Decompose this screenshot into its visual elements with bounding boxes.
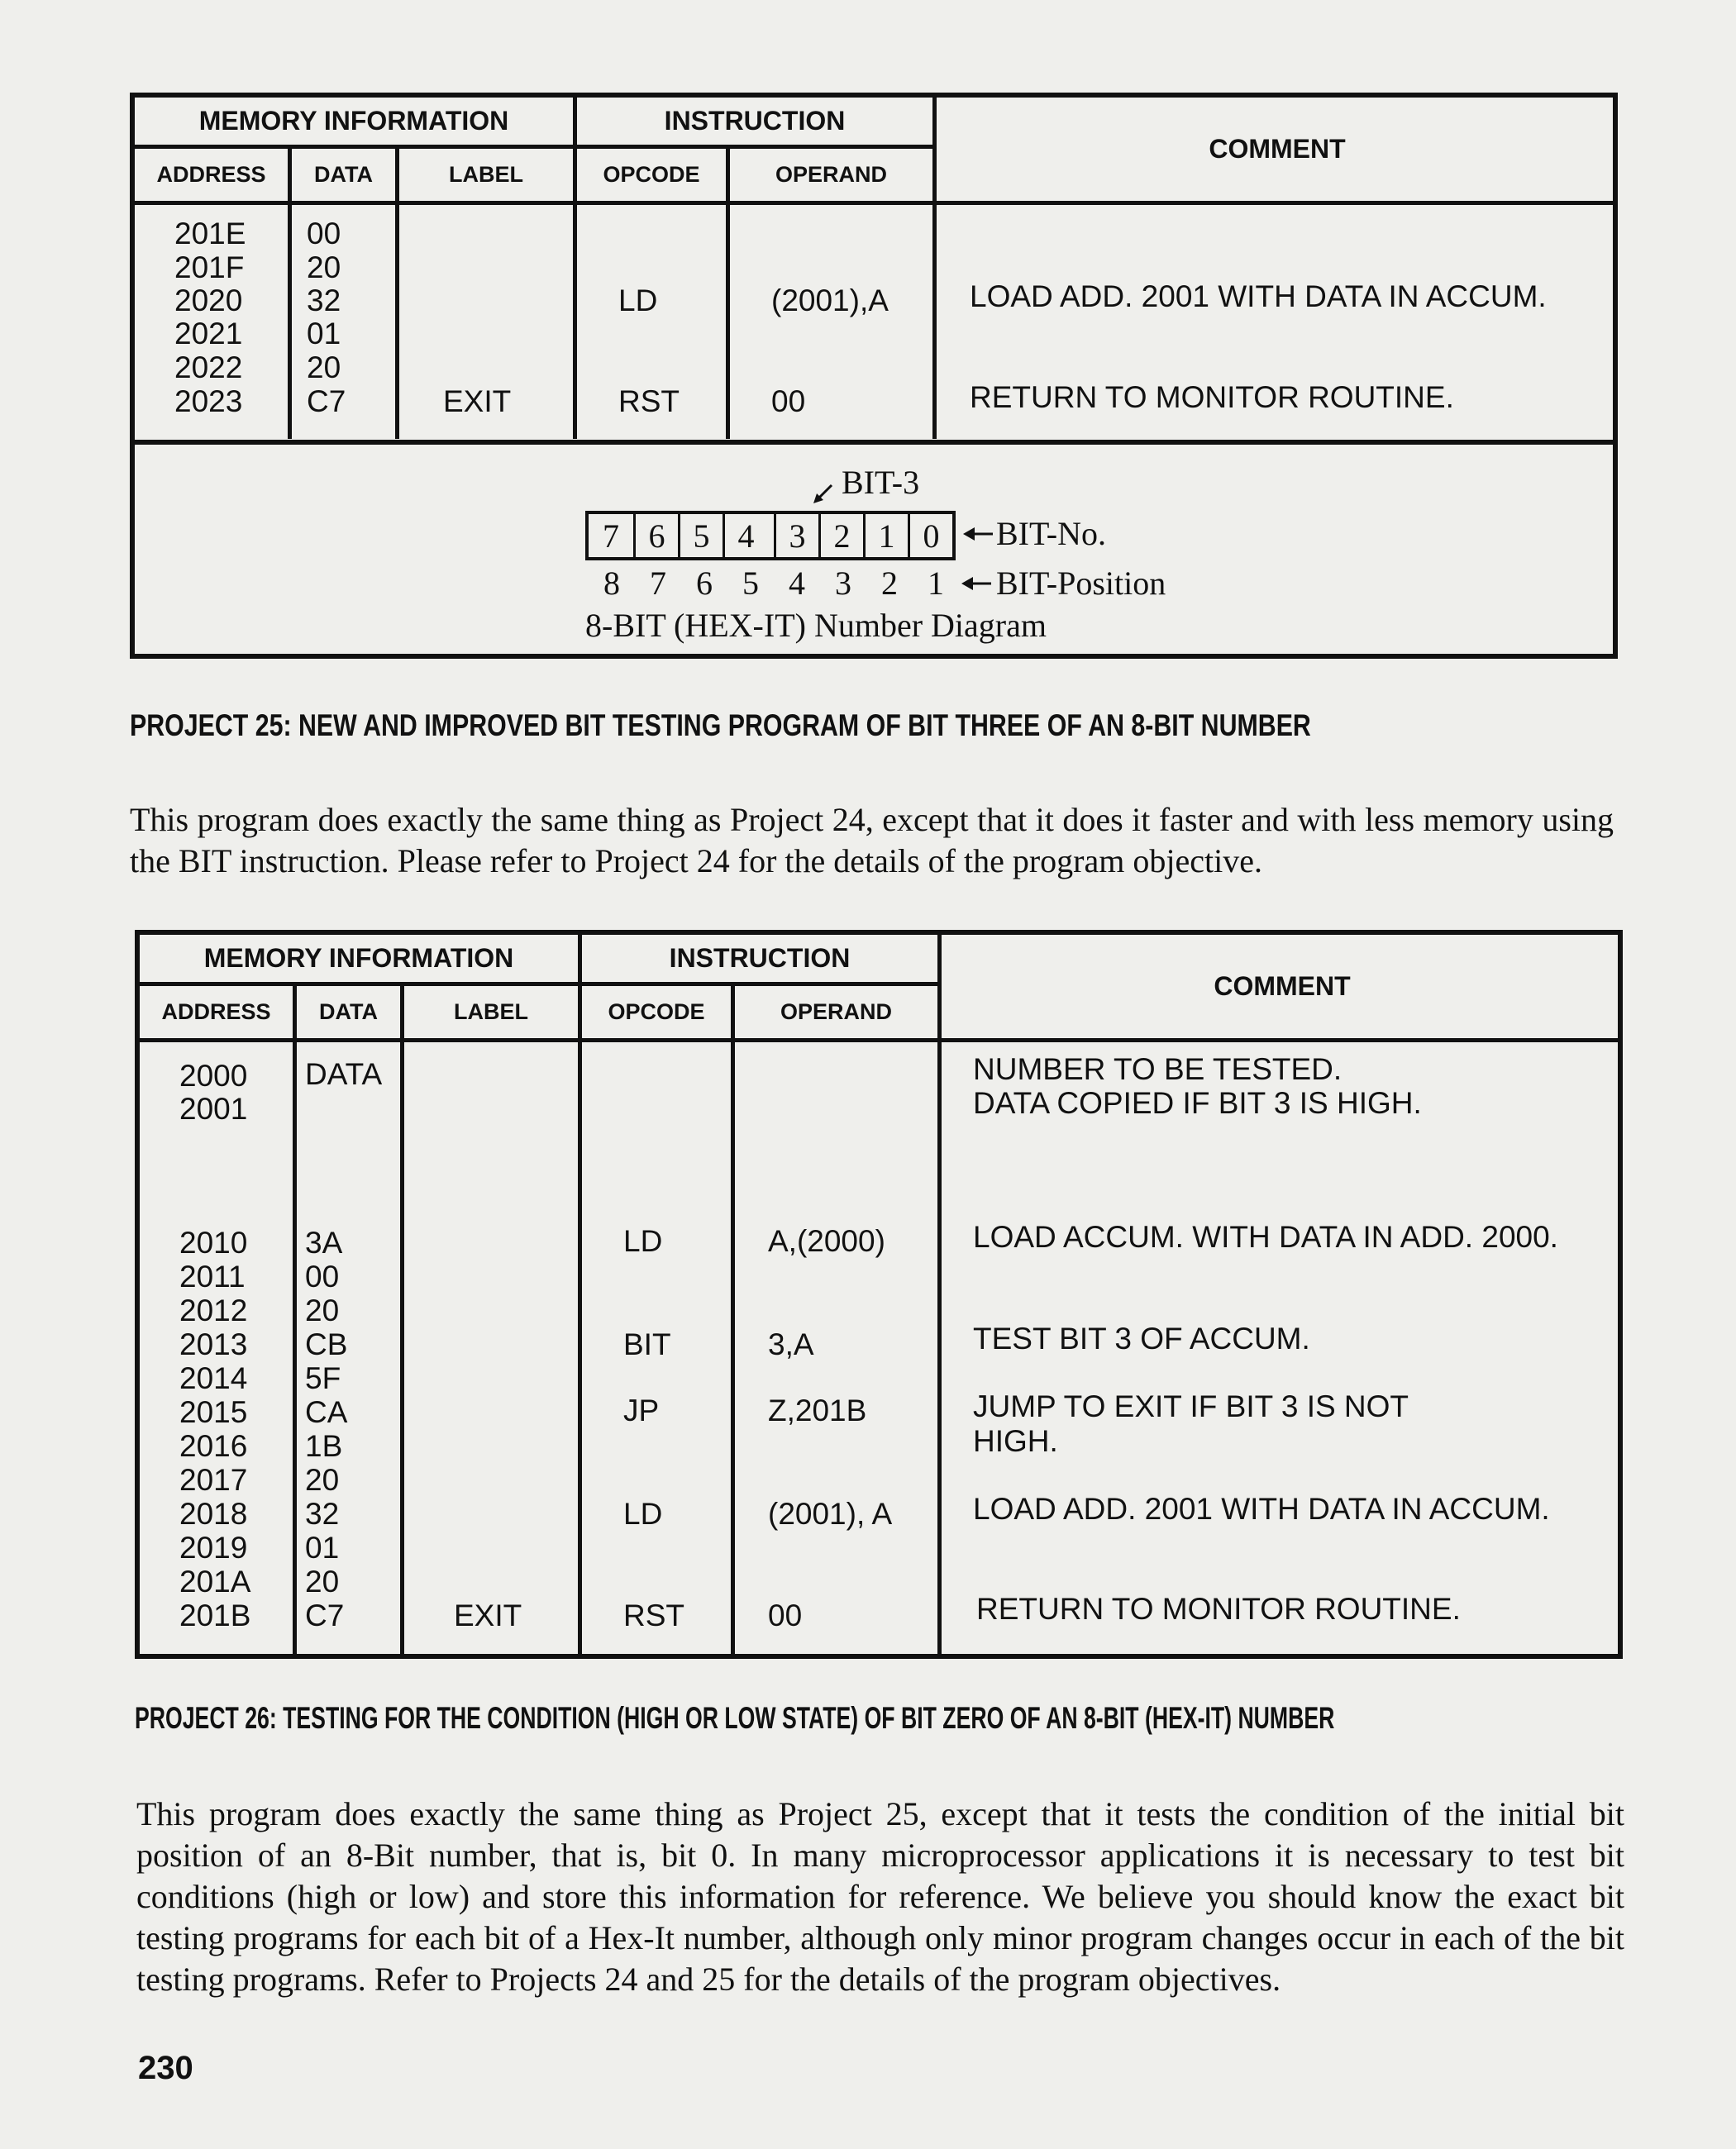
bit-position: 1 <box>928 565 944 602</box>
header-operand: OPERAND <box>780 999 892 1024</box>
comment-cell: LOAD ACCUM. WITH DATA IN ADD. 2000. <box>973 1220 1558 1254</box>
data-cell: 01 <box>305 1531 340 1565</box>
bit-box: 0 <box>908 514 952 557</box>
divider <box>932 98 937 201</box>
address-cell: 2020 <box>174 284 243 317</box>
header-comment: COMMENT <box>1209 134 1346 164</box>
divider <box>395 205 399 439</box>
opcode-cell: LD <box>623 1497 663 1531</box>
divider <box>288 149 292 201</box>
project-26-heading <box>135 1701 1736 1737</box>
comment-cell: LOAD ADD. 2001 WITH DATA IN ACCUM. <box>973 1492 1550 1526</box>
address-cell: 2016 <box>179 1429 248 1463</box>
bit-box: 7 <box>603 517 619 555</box>
bit-positions <box>603 564 974 603</box>
data-cell: 20 <box>305 1463 340 1497</box>
divider <box>400 986 404 1038</box>
address-cell: 2014 <box>179 1361 248 1395</box>
page-number: 230 <box>138 2050 193 2086</box>
bit-position: 7 <box>650 565 666 602</box>
divider <box>937 1042 942 1654</box>
address-cell: 2015 <box>179 1395 248 1429</box>
comment-cell: HIGH. <box>973 1424 1058 1458</box>
divider <box>932 205 937 439</box>
bit-position-label: BIT-Position <box>996 565 1166 602</box>
header-address: ADDRESS <box>161 999 271 1024</box>
left-arrow-icon <box>963 526 994 542</box>
address-cell: 2023 <box>174 384 243 418</box>
bit-3-callout: BIT-3 <box>842 464 920 501</box>
header-instruction: INSTRUCTION <box>582 935 937 986</box>
comment-cell: JUMP TO EXIT IF BIT 3 IS NOT <box>973 1389 1409 1423</box>
project-25-heading <box>130 708 1571 744</box>
bit-position: 8 <box>603 565 620 602</box>
operand-cell: 00 <box>768 1599 803 1632</box>
project-26-text: This program does exactly the same thing as Project 25, except that it tests the condition of the initial bit position of an 8-Bit number, that is, bit 0. In many microprocessor applications it is necessary to test bit conditions (high or low) and store this information for reference. We believe you should know the exact bit testing programs for each bit of a Hex-It number, although only minor program changes occur in each of the bit testing programs. Refer to Projects 24 and 25 for the details of the program objectives. <box>136 1795 1624 1998</box>
data-cell: 5F <box>305 1361 341 1395</box>
table-header <box>140 935 1618 1042</box>
bit-position: 2 <box>881 565 898 602</box>
divider <box>573 98 577 201</box>
bit-position: 6 <box>696 565 713 602</box>
data-cell: C7 <box>307 384 346 418</box>
comment-cell: NUMBER TO BE TESTED. <box>973 1052 1343 1086</box>
divider <box>726 149 730 201</box>
operand-cell: 3,A <box>768 1327 814 1361</box>
header-comment: COMMENT <box>1214 971 1351 1001</box>
address-cell: 2017 <box>179 1463 248 1497</box>
data-cell: 00 <box>305 1260 340 1294</box>
diagram-caption: 8-BIT (HEX-IT) Number Diagram <box>585 607 1047 644</box>
bit-box: 1 <box>863 514 908 557</box>
heading-text: PROJECT 25: NEW AND IMPROVED BIT TESTING PROGRAM OF BIT THREE OF AN 8-BIT NUMBER <box>130 708 1311 742</box>
data-cell: 00 <box>307 217 341 250</box>
header-label: LABEL <box>454 999 528 1024</box>
divider <box>937 935 942 1038</box>
operand-cell: (2001),A <box>771 284 889 317</box>
data-cell: 32 <box>305 1497 340 1531</box>
callout-arrow-icon <box>812 484 835 505</box>
bit-box: 5 <box>678 514 723 557</box>
address-cell: 201E <box>174 217 246 250</box>
operand-cell: A,(2000) <box>768 1224 885 1258</box>
divider <box>293 986 297 1038</box>
table-header <box>135 98 1613 205</box>
header-instruction: INSTRUCTION <box>577 98 932 149</box>
opcode-cell: RST <box>618 384 680 418</box>
data-cell: CA <box>305 1395 348 1429</box>
divider <box>726 205 730 439</box>
bit-position: 3 <box>835 565 851 602</box>
header-memory-information: MEMORY INFORMATION <box>135 98 573 149</box>
header-opcode: OPCODE <box>603 162 700 187</box>
bit-number-boxes <box>585 511 956 560</box>
label-cell: EXIT <box>454 1599 522 1632</box>
divider <box>395 149 399 201</box>
header-address: ADDRESS <box>156 162 266 187</box>
address-cell: 2012 <box>179 1294 248 1327</box>
address-cell: 2010 <box>179 1226 248 1260</box>
address-cell: 2019 <box>179 1531 248 1565</box>
data-cell: 20 <box>307 250 341 284</box>
divider <box>293 1042 297 1654</box>
comment-cell: DATA COPIED IF BIT 3 IS HIGH. <box>973 1086 1422 1120</box>
data-cell: 3A <box>305 1226 343 1260</box>
data-cell: 1B <box>305 1429 343 1463</box>
bit-box: 4 <box>723 514 767 557</box>
address-cell: 2021 <box>174 317 243 350</box>
address-cell: 2001 <box>179 1092 248 1126</box>
address-cell: 2013 <box>179 1327 248 1361</box>
header-operand: OPERAND <box>775 162 887 187</box>
opcode-cell: JP <box>623 1394 660 1427</box>
heading-text: PROJECT 26: TESTING FOR THE CONDITION (HIGH OR LOW STATE) OF BIT ZERO OF AN 8-BIT (HEX-IT) NUMBER <box>135 1701 1335 1735</box>
data-cell: C7 <box>305 1599 345 1632</box>
data-cell: 20 <box>307 350 341 384</box>
header-opcode: OPCODE <box>608 999 705 1024</box>
bit-position: 4 <box>789 565 805 602</box>
table-body <box>140 1042 1618 1654</box>
bit-box: 6 <box>633 514 678 557</box>
header-memory-information: MEMORY INFORMATION <box>140 935 578 986</box>
operand-cell: (2001), A <box>768 1497 893 1531</box>
bit-position: 5 <box>742 565 759 602</box>
data-cell: CB <box>305 1327 348 1361</box>
divider <box>578 935 582 1038</box>
divider <box>288 205 292 439</box>
comment-cell: LOAD ADD. 2001 WITH DATA IN ACCUM. <box>970 279 1547 313</box>
bit-box: 3 <box>774 514 818 557</box>
data-cell: DATA <box>305 1057 383 1091</box>
comment-cell: TEST BIT 3 OF ACCUM. <box>973 1322 1310 1356</box>
address-cell: 2022 <box>174 350 243 384</box>
operand-cell: Z,201B <box>768 1394 867 1427</box>
opcode-cell: RST <box>623 1599 684 1632</box>
data-cell: 20 <box>305 1565 340 1599</box>
divider <box>573 205 577 439</box>
opcode-cell: BIT <box>623 1327 671 1361</box>
left-arrow-icon <box>961 575 993 592</box>
program-table-2 <box>135 930 1623 1659</box>
address-cell: 2018 <box>179 1497 248 1531</box>
comment-cell: RETURN TO MONITOR ROUTINE. <box>976 1592 1461 1626</box>
address-cell: 201A <box>179 1565 251 1599</box>
divider <box>731 1042 735 1654</box>
operand-cell: 00 <box>771 384 806 418</box>
label-cell: EXIT <box>443 384 512 418</box>
divider <box>731 986 735 1038</box>
comment-cell: RETURN TO MONITOR ROUTINE. <box>970 380 1454 414</box>
project-25-text: This program does exactly the same thing as Project 24, except that it does it faster and with less memory using the BIT instruction. Please refer to Project 24 for the details of the program objective. <box>130 801 1614 879</box>
bit-no-label: BIT-No. <box>996 515 1106 552</box>
bit-box: 2 <box>818 514 863 557</box>
table-body <box>135 205 1613 439</box>
data-cell: 32 <box>307 284 341 317</box>
header-data: DATA <box>314 162 373 187</box>
address-cell: 201F <box>174 250 245 284</box>
data-cell: 20 <box>305 1294 340 1327</box>
divider <box>578 1042 582 1654</box>
address-cell: 201B <box>179 1599 251 1632</box>
opcode-cell: LD <box>623 1224 663 1258</box>
data-cell: 01 <box>307 317 341 350</box>
address-cell: 2011 <box>179 1260 246 1294</box>
divider <box>400 1042 404 1654</box>
header-label: LABEL <box>449 162 523 187</box>
program-table-1 <box>130 93 1618 445</box>
address-cell: 2000 <box>179 1059 248 1093</box>
opcode-cell: LD <box>618 284 658 317</box>
header-data: DATA <box>319 999 378 1024</box>
